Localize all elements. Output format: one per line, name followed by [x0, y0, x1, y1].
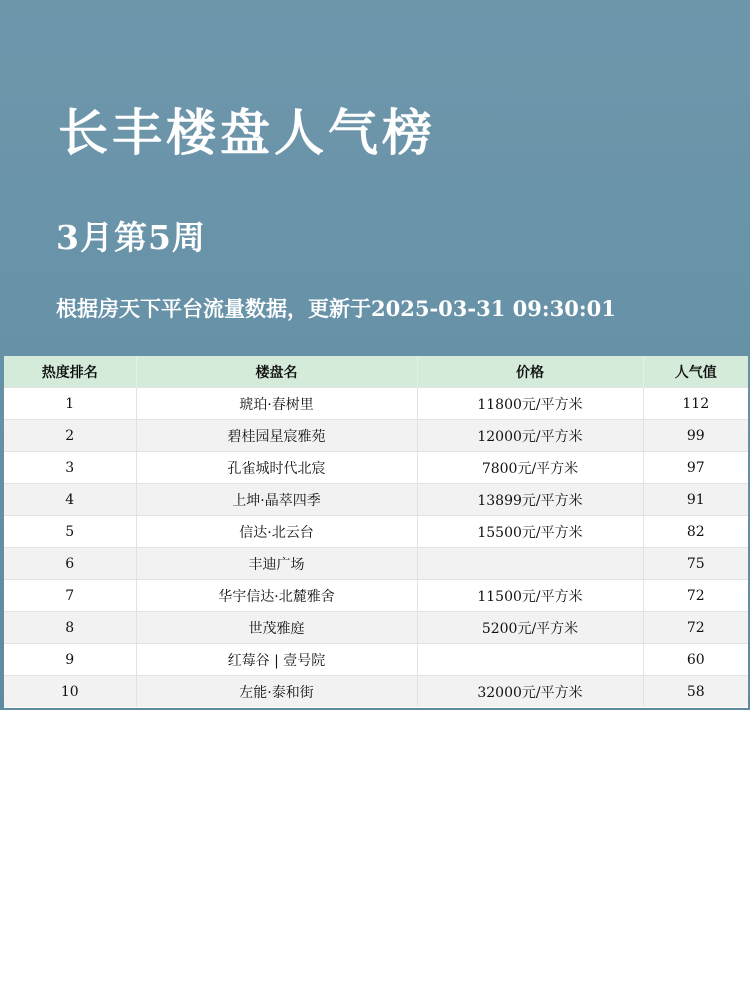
week-subtitle: 3月第5周: [56, 218, 206, 257]
table-row: [4, 548, 748, 580]
project-name-cell: 世茂雅庭: [136, 612, 417, 644]
table-row: [4, 516, 748, 548]
rank-cell: 2: [4, 420, 136, 452]
project-name-cell: 信达·北云台: [136, 516, 417, 548]
popularity-cell: 99: [643, 420, 748, 452]
popularity-cell: 91: [643, 484, 748, 516]
popularity-cell: 97: [643, 452, 748, 484]
popularity-cell: 82: [643, 516, 748, 548]
table-row: [4, 420, 748, 452]
project-name-cell: 琥珀·春树里: [136, 388, 417, 420]
project-name-cell: 碧桂园星宸雅苑: [136, 420, 417, 452]
table-row: [4, 452, 748, 484]
poster-title: 长丰楼盘人气榜: [58, 103, 436, 162]
price-cell: 15500元/平方米: [417, 516, 643, 548]
project-name-cell: 左能·泰和街: [136, 676, 417, 708]
popularity-cell: 75: [643, 548, 748, 580]
price-cell: 13899元/平方米: [417, 484, 643, 516]
rank-cell: 3: [4, 452, 136, 484]
header-project-name: 楼盘名: [136, 356, 417, 388]
popularity-cell: 112: [643, 388, 748, 420]
price-cell: [417, 548, 643, 580]
project-name-cell: 华宇信达·北麓雅舍: [136, 580, 417, 612]
table-row: [4, 388, 748, 420]
price-cell: 11500元/平方米: [417, 580, 643, 612]
popularity-ranking-table: [4, 356, 748, 707]
price-cell: [417, 644, 643, 676]
rank-cell: 6: [4, 548, 136, 580]
project-name-cell: 孔雀城时代北宸: [136, 452, 417, 484]
price-cell: 12000元/平方米: [417, 420, 643, 452]
rank-cell: 8: [4, 612, 136, 644]
header-popularity: 人气值: [643, 356, 748, 388]
popularity-ranking-table-container: [4, 356, 748, 708]
rank-cell: 9: [4, 644, 136, 676]
header-price: 价格: [417, 356, 643, 388]
header-rank: 热度排名: [4, 356, 136, 388]
rank-cell: 10: [4, 676, 136, 708]
rank-cell: 5: [4, 516, 136, 548]
popularity-cell: 72: [643, 580, 748, 612]
table-row: [4, 644, 748, 676]
table-header-row: [4, 356, 748, 388]
rank-cell: 7: [4, 580, 136, 612]
price-cell: 11800元/平方米: [417, 388, 643, 420]
price-cell: 7800元/平方米: [417, 452, 643, 484]
table-row: [4, 612, 748, 644]
project-name-cell: 丰迪广场: [136, 548, 417, 580]
price-cell: 32000元/平方米: [417, 676, 643, 708]
table-row: [4, 484, 748, 516]
table-row: [4, 580, 748, 612]
popularity-cell: 72: [643, 612, 748, 644]
data-source-note: 根据房天下平台流量数据，更新于2025-03-31 09:30:01: [56, 296, 616, 321]
rank-cell: 4: [4, 484, 136, 516]
table-row: [4, 676, 748, 708]
project-name-cell: 红莓谷 | 壹号院: [136, 644, 417, 676]
rank-cell: 1: [4, 388, 136, 420]
popularity-cell: 60: [643, 644, 748, 676]
popularity-cell: 58: [643, 676, 748, 708]
price-cell: 5200元/平方米: [417, 612, 643, 644]
project-name-cell: 上坤·晶萃四季: [136, 484, 417, 516]
